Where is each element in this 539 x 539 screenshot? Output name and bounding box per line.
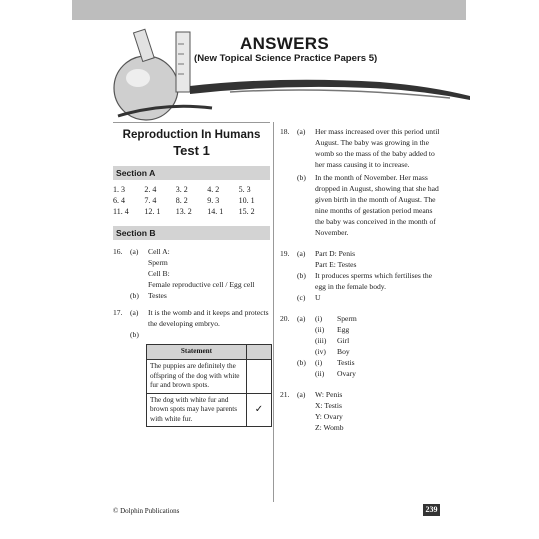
statement-cell: The dog with white fur and brown spots may have parents with white fur. — [147, 393, 247, 427]
q17-a: 17. (a) It is the womb and it keeps and protects the developing embryo. — [113, 308, 269, 328]
q19-a: 19. (a) Part D: Penis Part E: Testes — [280, 248, 440, 270]
q20-a: 20. (a) (i) Sperm (ii) Egg (iii) Girl (iv) Boy — [280, 313, 440, 357]
checkmark-icon: ✓ — [247, 393, 272, 427]
table-row — [147, 393, 272, 427]
list-item: (iv) Boy — [315, 347, 350, 356]
table-header-row — [147, 345, 272, 360]
answer-item: 14. 1 — [207, 207, 224, 216]
answer-item: 7. 4 — [144, 196, 157, 205]
answer-line: Female reproductive cell / Egg cell — [148, 280, 255, 289]
q20-b: (b) (i) Testis (ii) Ovary — [280, 357, 440, 379]
answer-item: 12. 1 — [144, 207, 161, 216]
answer-item: 1. 3 — [113, 185, 125, 194]
q18-b: (b) In the month of November. Her mass dropped in August, showing that she had given birth in the month of August. The nine months of gestation period means the baby was conceived in the month of November. — [297, 173, 439, 237]
q16-b: (b) Testes — [130, 291, 167, 300]
section-a-heading: Section A — [113, 166, 270, 180]
answer-item: 6. 4 — [113, 196, 125, 205]
answer-line: Part D: Penis — [315, 249, 356, 258]
answer-line: Cell A: — [148, 247, 170, 256]
table-row — [147, 360, 272, 394]
answer-line: Y: Ovary — [315, 412, 343, 421]
column-divider — [273, 122, 274, 502]
answer-line: Sperm — [148, 258, 168, 267]
answers-subtitle: (New Topical Science Practice Papers 5) — [194, 53, 378, 64]
answer-item: 13. 2 — [175, 207, 192, 216]
answer-line: Part E: Testes — [315, 260, 357, 269]
answer-item: 15. 2 — [238, 207, 255, 216]
list-item: (i) Sperm — [315, 314, 357, 323]
left-column — [113, 122, 270, 427]
answer-line: X: Testis — [315, 401, 342, 410]
statement-header: Statement — [147, 345, 247, 360]
list-item: (i) Testis — [315, 358, 355, 367]
check-cell — [247, 360, 272, 394]
section-a-answers — [113, 185, 270, 216]
answer-line: Cell B: — [148, 269, 170, 278]
answer-item: 9. 3 — [207, 196, 220, 205]
q19-c: (c) U — [297, 293, 321, 302]
q21-a: 21. (a) W: Penis X: Testis Y: Ovary Z: Womb — [280, 389, 440, 433]
right-column — [280, 122, 440, 433]
publisher-credit: © Dolphin Publications — [113, 507, 180, 515]
answer-item: 11. 4 — [113, 207, 129, 216]
answer-item: 10. 1 — [238, 196, 255, 205]
answer-line: W: Penis — [315, 390, 343, 399]
answer-item: 4. 2 — [207, 185, 220, 194]
answer-line: Z: Womb — [315, 423, 344, 432]
q16-a: 16. (a) Cell A: Sperm Cell B: Female reproductive cell / Egg cell — [113, 246, 270, 290]
topic-title: Reproduction In Humans — [122, 128, 261, 141]
answer-item: 5. 3 — [238, 185, 251, 194]
page-number: 239 — [423, 504, 440, 516]
q17-b: (b) — [130, 330, 139, 339]
answer-item: 2. 4 — [144, 185, 157, 194]
answer-item: 8. 2 — [175, 196, 188, 205]
answer-item: 3. 2 — [175, 185, 188, 194]
test-title: Test 1 — [173, 143, 210, 158]
top-grey-bar — [72, 0, 466, 20]
q18-a: 18. (a) Her mass increased over this period until August. The baby was growing in the womb so the mass of the baby added to her mass causing it to increase. — [280, 127, 440, 169]
list-item: (ii) Ovary — [315, 369, 356, 378]
list-item: (ii) Egg — [315, 325, 350, 334]
header-swoosh-decoration — [190, 72, 470, 102]
list-item: (iii) Girl — [315, 336, 350, 345]
statement-cell: The puppies are definitely the offspring of the dog with white fur and brown spots. — [147, 360, 247, 394]
q19-b: (b) It produces sperms which fertilises the egg in the female body. — [297, 271, 433, 291]
statement-table — [146, 344, 272, 427]
answers-title: ANSWERS — [240, 34, 329, 53]
section-b-heading: Section B — [113, 226, 270, 240]
